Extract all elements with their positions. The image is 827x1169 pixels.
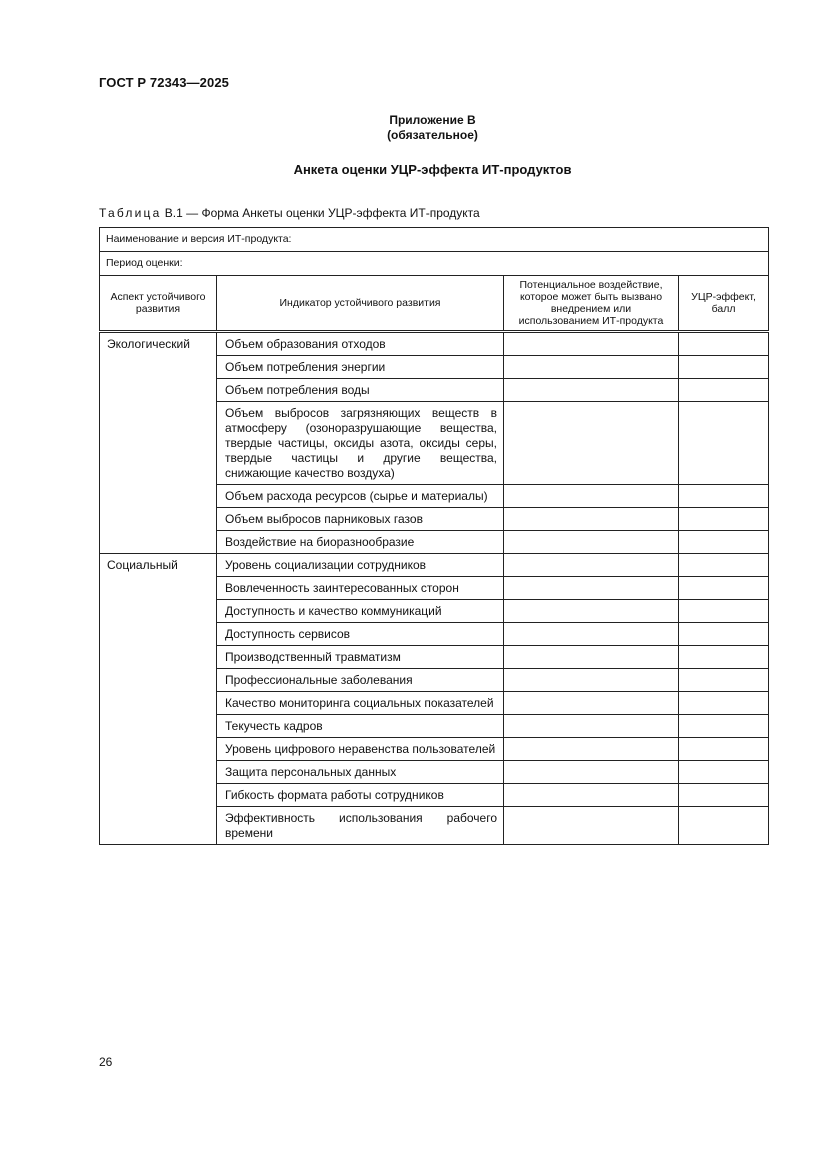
effect-score-cell[interactable] — [679, 531, 769, 554]
col-header-impact: Потенциальное воздействие, которое может быть вызвано внедрением или использованием ИТ-продукта — [504, 276, 679, 332]
effect-score-cell[interactable] — [679, 715, 769, 738]
impact-input-cell[interactable] — [504, 784, 679, 807]
impact-input-cell[interactable] — [504, 600, 679, 623]
aspect-cell: Социальный — [100, 554, 217, 845]
effect-score-cell[interactable] — [679, 554, 769, 577]
product-label: Наименование и версия ИТ-продукта: — [100, 228, 769, 252]
effect-score-cell[interactable] — [679, 577, 769, 600]
impact-input-cell[interactable] — [504, 379, 679, 402]
period-row — [100, 252, 769, 276]
impact-input-cell[interactable] — [504, 692, 679, 715]
indicator-cell: Производственный травматизм — [217, 646, 504, 669]
effect-score-cell[interactable] — [679, 402, 769, 485]
impact-input-cell[interactable] — [504, 485, 679, 508]
impact-input-cell[interactable] — [504, 577, 679, 600]
indicator-cell: Объем выбросов загрязняющих веществ в атмосферу (озоноразрушающие вещества, твердые частицы, оксиды азота, оксиды серы, твердые частицы и другие вещества, снижающие качество воздуха) — [217, 402, 504, 485]
impact-input-cell[interactable] — [504, 738, 679, 761]
col-header-effect: УЦР-эффект, балл — [679, 276, 769, 332]
effect-score-cell[interactable] — [679, 807, 769, 845]
product-row — [100, 228, 769, 252]
effect-score-cell[interactable] — [679, 692, 769, 715]
impact-input-cell[interactable] — [504, 623, 679, 646]
effect-score-cell[interactable] — [679, 356, 769, 379]
indicator-cell: Доступность и качество коммуникаций — [217, 600, 504, 623]
aspect-cell: Экологический — [100, 332, 217, 554]
caption-text: — Форма Анкеты оценки УЦР-эффекта ИТ-продукта — [186, 206, 480, 220]
appendix-status: (обязательное) — [387, 128, 478, 142]
caption-number: В.1 — [164, 206, 183, 220]
indicator-cell: Воздействие на биоразнообразие — [217, 531, 504, 554]
indicator-cell: Объем потребления энергии — [217, 356, 504, 379]
indicator-cell: Объем потребления воды — [217, 379, 504, 402]
appendix-title: Приложение В — [389, 113, 476, 127]
impact-input-cell[interactable] — [504, 332, 679, 356]
assessment-form-table — [99, 227, 769, 845]
effect-score-cell[interactable] — [679, 485, 769, 508]
indicator-cell: Вовлеченность заинтересованных сторон — [217, 577, 504, 600]
effect-score-cell[interactable] — [679, 600, 769, 623]
indicator-cell: Гибкость формата работы сотрудников — [217, 784, 504, 807]
impact-input-cell[interactable] — [504, 356, 679, 379]
indicator-cell: Объем образования отходов — [217, 332, 504, 356]
table-row — [100, 554, 769, 577]
col-header-aspect: Аспект устойчивого развития — [100, 276, 217, 332]
indicator-cell: Доступность сервисов — [217, 623, 504, 646]
column-header-row — [100, 276, 769, 332]
page-number: 26 — [99, 1055, 113, 1069]
table-row — [100, 332, 769, 356]
indicator-cell: Уровень социализации сотрудников — [217, 554, 504, 577]
effect-score-cell[interactable] — [679, 623, 769, 646]
indicator-cell: Текучесть кадров — [217, 715, 504, 738]
effect-score-cell[interactable] — [679, 784, 769, 807]
table-caption — [99, 206, 480, 220]
indicator-cell: Защита персональных данных — [217, 761, 504, 784]
indicator-cell: Профессиональные заболевания — [217, 669, 504, 692]
impact-input-cell[interactable] — [504, 715, 679, 738]
effect-score-cell[interactable] — [679, 669, 769, 692]
indicator-cell: Объем выбросов парниковых газов — [217, 508, 504, 531]
effect-score-cell[interactable] — [679, 646, 769, 669]
indicator-cell: Эффективность использования рабочего времени — [217, 807, 504, 845]
effect-score-cell[interactable] — [679, 379, 769, 402]
indicator-cell: Уровень цифрового неравенства пользователей — [217, 738, 504, 761]
impact-input-cell[interactable] — [504, 807, 679, 845]
impact-input-cell[interactable] — [504, 669, 679, 692]
indicator-cell: Объем расхода ресурсов (сырье и материалы) — [217, 485, 504, 508]
standard-number: ГОСТ Р 72343—2025 — [99, 75, 229, 90]
col-header-indicator: Индикатор устойчивого развития — [217, 276, 504, 332]
impact-input-cell[interactable] — [504, 402, 679, 485]
impact-input-cell[interactable] — [504, 761, 679, 784]
impact-input-cell[interactable] — [504, 531, 679, 554]
document-title: Анкета оценки УЦР-эффекта ИТ-продуктов — [293, 162, 572, 177]
effect-score-cell[interactable] — [679, 332, 769, 356]
effect-score-cell[interactable] — [679, 761, 769, 784]
caption-label: Таблица — [99, 206, 162, 220]
appendix-heading — [0, 113, 827, 143]
impact-input-cell[interactable] — [504, 508, 679, 531]
impact-input-cell[interactable] — [504, 554, 679, 577]
indicator-cell: Качество мониторинга социальных показателей — [217, 692, 504, 715]
period-label: Период оценки: — [100, 252, 769, 276]
impact-input-cell[interactable] — [504, 646, 679, 669]
effect-score-cell[interactable] — [679, 738, 769, 761]
effect-score-cell[interactable] — [679, 508, 769, 531]
